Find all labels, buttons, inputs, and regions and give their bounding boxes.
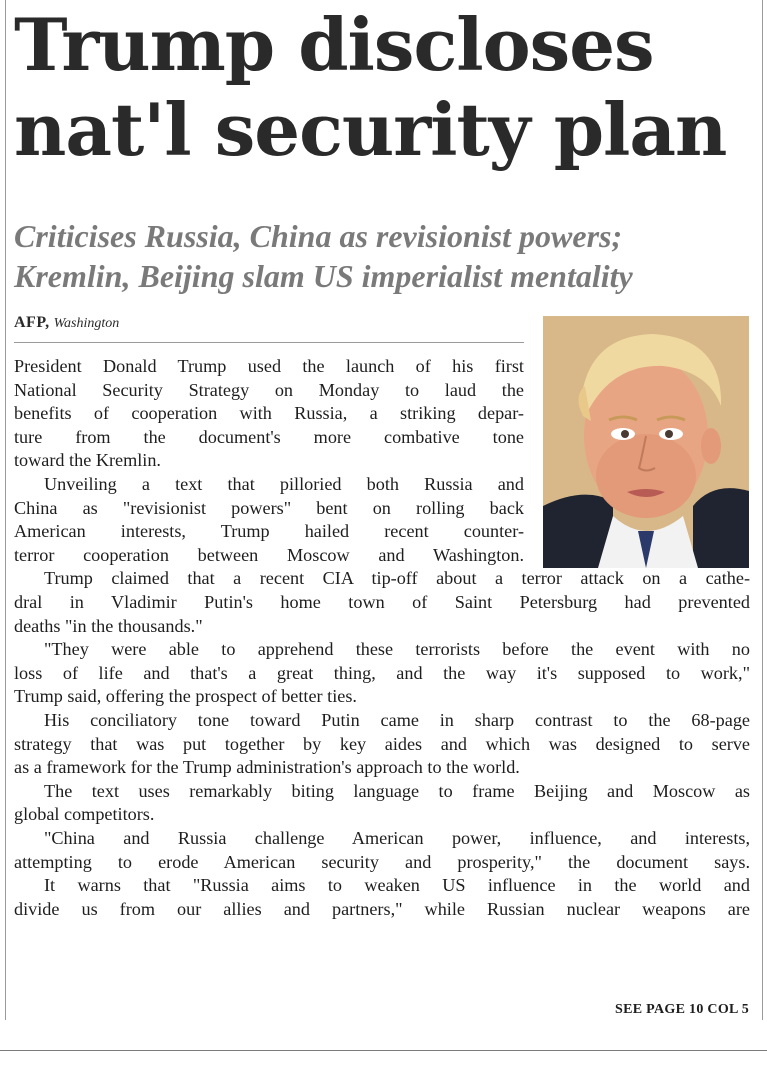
left-column-rule — [5, 0, 6, 1020]
byline — [14, 314, 119, 332]
article-line: His conciliatory tone toward Putin came in sharp contrast to the 68-page — [44, 709, 750, 730]
article-line: as a framework for the Trump administration's approach to the world. — [14, 757, 520, 778]
byline-agency: AFP, — [14, 314, 50, 331]
article-line: China as "revisionist powers" bent on rolling back — [14, 497, 524, 518]
article-line: President Donald Trump used the launch of his first — [14, 356, 524, 376]
article-line: toward the Kremlin. — [14, 450, 161, 471]
article-line: global competitors. — [14, 804, 155, 825]
bottom-rule — [0, 1050, 767, 1051]
article-line: attempting to erode American security and prosperity," the document says. — [14, 851, 750, 872]
continuation-jump-line: SEE PAGE 10 COL 5 — [615, 1002, 749, 1017]
article-line: It warns that "Russia aims to weaken US influence in the world and — [44, 875, 750, 896]
article-body-wide — [14, 567, 750, 921]
subheadline-line-1: Criticises Russia, China as revisionist powers; — [14, 218, 623, 254]
headline — [14, 2, 759, 172]
article-line: "They were able to apprehend these terrorists before the event with no — [44, 639, 750, 660]
article-line: Trump said, offering the prospect of better ties. — [14, 686, 357, 707]
byline-divider — [14, 342, 524, 343]
article-line: strategy that was put together by key aides and which was designed to serve — [14, 733, 750, 754]
article-line: "China and Russia challenge American power, influence, and interests, — [44, 827, 750, 848]
article-line: National Security Strategy on Monday to laud the — [14, 379, 524, 400]
article-line: divide us from our allies and partners," while Russian nuclear weapons are — [14, 898, 750, 919]
byline-location: Washington — [53, 316, 120, 331]
headline-line-1: Trump discloses — [14, 2, 654, 87]
subheadline — [14, 216, 759, 296]
article-line: deaths "in the thousands." — [14, 615, 203, 636]
article-line: terror cooperation between Moscow and Washington. — [14, 544, 524, 565]
article-line: American interests, Trump hailed recent counter- — [14, 521, 524, 542]
headline-line-2: nat'l security plan — [14, 87, 727, 172]
article-body-narrow — [14, 355, 524, 567]
portrait-photo — [543, 316, 749, 568]
article-line: Unveiling a text that pilloried both Russia and — [44, 473, 524, 494]
article-line: dral in Vladimir Putin's home town of Saint Petersburg had prevented — [14, 591, 750, 612]
article-line: loss of life and that's a great thing, and the way it's supposed to work," — [14, 662, 750, 683]
subheadline-line-2: Kremlin, Beijing slam US imperialist mentality — [14, 258, 633, 294]
article-line: Trump claimed that a recent CIA tip-off about a terror attack on a cathe- — [44, 568, 750, 589]
right-column-rule — [762, 0, 763, 1020]
article-line: ture from the document's more combative tone — [14, 426, 524, 447]
article-line: benefits of cooperation with Russia, a striking depar- — [14, 403, 524, 424]
portrait-illustration — [543, 316, 749, 568]
article-line: The text uses remarkably biting language to frame Beijing and Moscow as — [44, 780, 750, 801]
